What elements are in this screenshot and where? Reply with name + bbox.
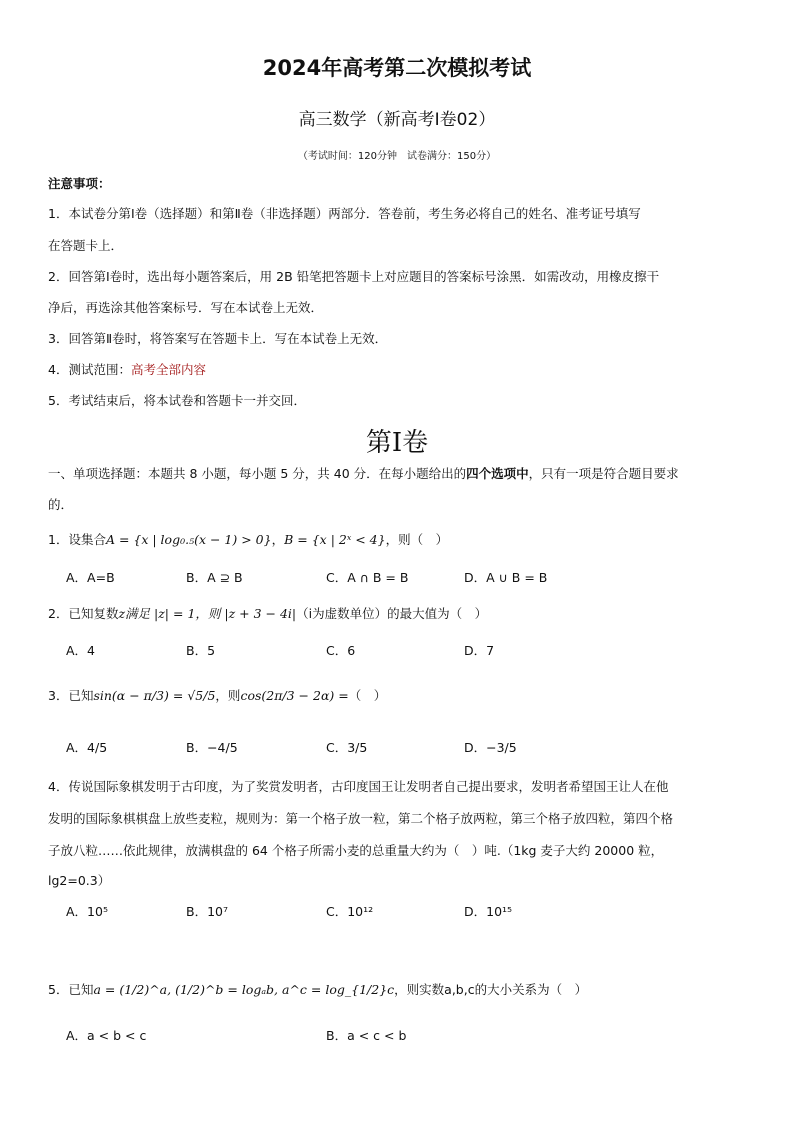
question-5 xyxy=(48,984,587,997)
section-intro-b: ，只有一项是符合题目要求 xyxy=(528,466,679,481)
question-4-line-3: 子放八粒……依此规律，放满棋盘的 64 个格子所需小麦的总重量大约为（ ）吨.（1kg 麦子大约 20000 粒， xyxy=(48,843,664,858)
q5-lead: 5．已知 xyxy=(48,982,94,997)
q2-option-c: C．6 xyxy=(326,643,356,658)
q3-expression-1: sin(α − π/3) = √5/5 xyxy=(93,688,216,703)
question-3 xyxy=(48,690,386,703)
notice-item-1-cont: 在答题卡上． xyxy=(48,238,124,253)
question-2 xyxy=(48,608,487,621)
q3-option-b: B．−4/5 xyxy=(186,740,238,755)
q2-tail: （i为虚数单位）的最大值为（ ） xyxy=(296,606,488,621)
notice-item-4-label: 4．测试范围： xyxy=(48,362,131,377)
section-intro-bold: 四个选项中 xyxy=(466,466,529,481)
q1-option-b: B．A ⊇ B xyxy=(186,570,243,585)
notice-item-2: 2．回答第Ⅰ卷时，选出每小题答案后，用 2B 铅笔把答题卡上对应题目的答案标号涂黑．如需改动，用橡皮擦干 xyxy=(48,269,660,284)
q2-option-a: A．4 xyxy=(66,643,96,658)
q3-option-c: C．3/5 xyxy=(326,740,368,755)
q5-option-a: A．a < b < c xyxy=(66,1028,147,1043)
question-1: 1．设集合A = {x | log₀.₅(x − 1) > 0}，B = {x | 2ˣ < 4}，则（ ） xyxy=(48,532,449,547)
q2-option-b: B．5 xyxy=(186,643,216,658)
exam-subtitle: 高三数学（新高考Ⅰ卷02） xyxy=(298,110,496,130)
notice-item-5: 5．考试结束后，将本试卷和答题卡一并交回． xyxy=(48,393,306,408)
q4-option-b: B．10⁷ xyxy=(186,904,228,919)
notice-item-4 xyxy=(48,364,206,377)
notice-item-4-value: 高考全部内容 xyxy=(130,362,206,377)
q5-expression: a = (1/2)^a, (1/2)^b = logₐb, a^c = log_{1/2}c xyxy=(93,982,395,997)
q3-mid: ，则 xyxy=(215,688,241,703)
q2-condition: z满足 |z| = 1，则 |z + 3 − 4i| xyxy=(118,606,297,621)
q2-option-d: D．7 xyxy=(464,643,495,658)
q5-tail: ，则实数a,b,c的大小关系为（ ） xyxy=(394,982,588,997)
q1-tail: ，则（ ） xyxy=(385,532,449,547)
question-4-line-4: lg2=0.3） xyxy=(48,873,111,888)
q4-option-c: C．10¹² xyxy=(326,904,374,919)
q1-option-a: A．A=B xyxy=(66,570,115,585)
q1-lead: 1．设集合 xyxy=(48,532,106,547)
section-intro-cont: 的． xyxy=(48,497,74,512)
q3-lead: 3．已知 xyxy=(48,688,94,703)
q1-option-d: D．A ∪ B = B xyxy=(464,570,548,585)
question-4-line-2: 发明的国际象棋棋盘上放些麦粒，规则为：第一个格子放一粒，第二个格子放两粒，第三个格子放四粒，第四个格 xyxy=(48,811,674,826)
notice-item-3: 3．回答第Ⅱ卷时，将答案写在答题卡上．写在本试卷上无效． xyxy=(48,331,388,346)
exam-title: 2024年高考第二次模拟考试 xyxy=(262,56,532,80)
q3-option-a: A．4/5 xyxy=(66,740,108,755)
notice-heading: 注意事项： xyxy=(48,176,111,191)
notice-item-1: 1．本试卷分第Ⅰ卷（选择题）和第Ⅱ卷（非选择题）两部分．答卷前，考生务必将自己的姓名、准考证号填写 xyxy=(48,206,641,221)
section-intro xyxy=(48,468,679,481)
q3-tail: （ ） xyxy=(348,688,387,703)
q1-set-a: A = {x | log₀.₅(x − 1) > 0} xyxy=(105,532,272,547)
q3-expression-2: cos(2π/3 − 2α) = xyxy=(240,688,349,703)
question-4-line-1: 4．传说国际象棋发明于古印度，为了奖赏发明者，古印度国王让发明者自己提出要求，发明者希望国王让人在他 xyxy=(48,779,669,794)
q3-option-d: D．−3/5 xyxy=(464,740,517,755)
notice-item-2-cont: 净后，再选涂其他答案标号．写在本试卷上无效． xyxy=(48,300,324,315)
section-intro-a: 一、单项选择题：本题共 8 小题，每小题 5 分，共 40 分．在每小题给出的 xyxy=(48,466,467,481)
q1-option-c: C．A ∩ B = B xyxy=(326,570,409,585)
exam-info: （考试时间：120分钟 试卷满分：150分） xyxy=(297,151,497,162)
q2-lead: 2．已知复数 xyxy=(48,606,119,621)
section-title: 第Ⅰ卷 xyxy=(365,428,429,458)
q4-option-d: D．10¹⁵ xyxy=(464,904,513,919)
q1-set-b: B = {x | 2ˣ < 4} xyxy=(284,532,386,547)
q4-option-a: A．10⁵ xyxy=(66,904,108,919)
q5-option-b: B．a < c < b xyxy=(326,1028,407,1043)
